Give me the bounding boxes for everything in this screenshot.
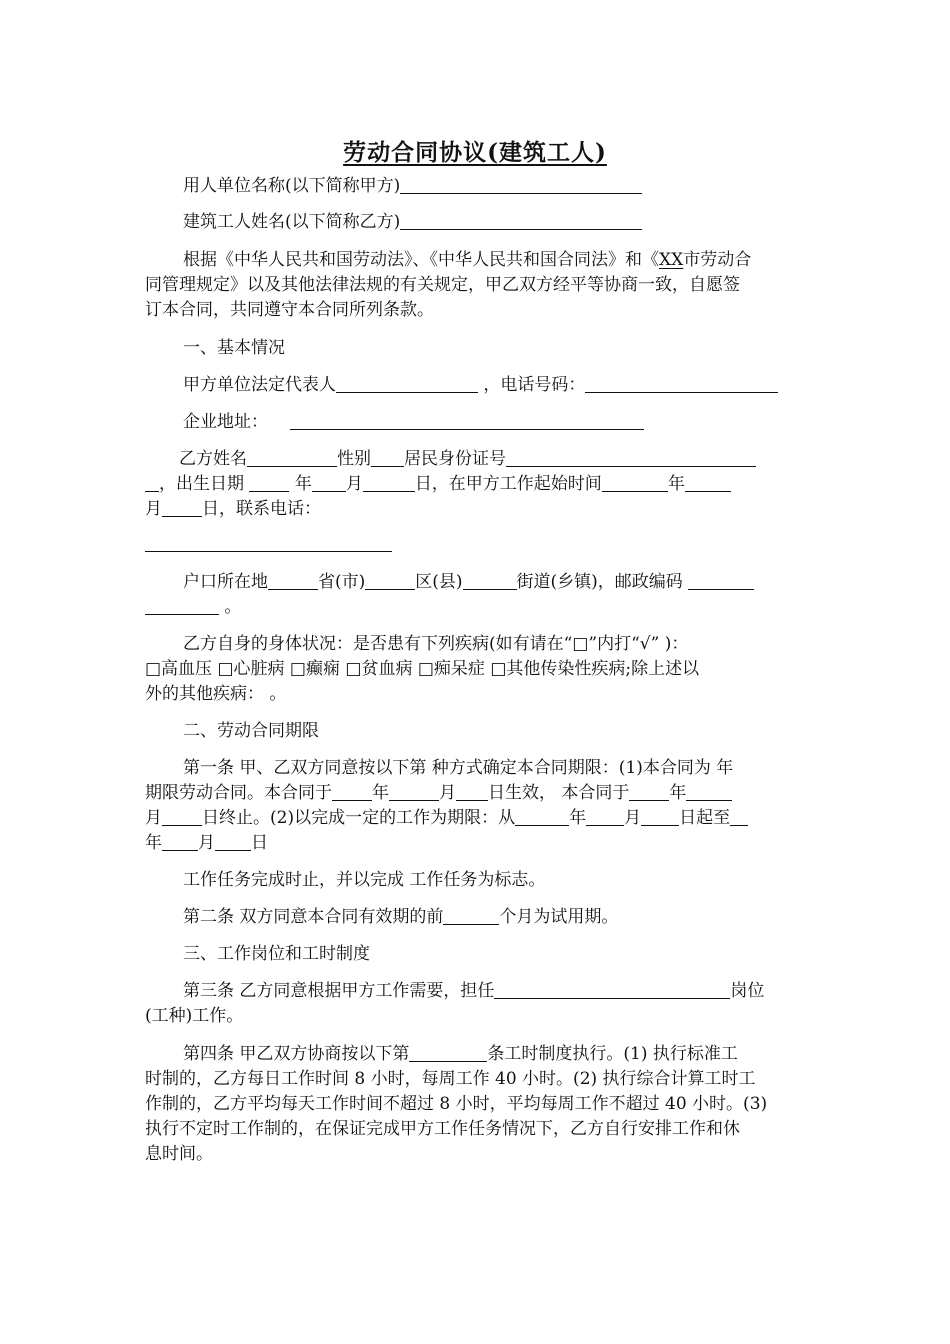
article-4-line-3: 作制的，乙方平均每天工作时间不超过 8 小时，平均每周工作不超过 40 小时。(3) (145, 1094, 768, 1114)
article-4-line-2: 时制的，乙方每日工作时间 8 小时，每周工作 40 小时。(2) 执行综合计算工时工 (145, 1069, 756, 1089)
address-line: 企业地址： (145, 410, 848, 435)
worker-name-line: 建筑工人姓名(以下简称乙方) (145, 210, 848, 235)
representative-line: 甲方单位法定代表人 ，电话号码： (145, 373, 848, 398)
representative-blank[interactable] (336, 374, 478, 393)
article-1-line-1: 第一条 甲、乙双方同意按以下第 种方式确定本合同期限：(1)本合同为 年 (183, 758, 734, 778)
intro-line-1: 根据《中华人民共和国劳动法》、《中华人民共和国合同法》和《XX市劳动合 (183, 250, 752, 270)
document-title: 劳动合同协议(建筑工人) (343, 139, 607, 166)
id-number-field[interactable] (574, 448, 756, 467)
birth-year-field[interactable] (249, 473, 289, 492)
worker-info-line-3: 月 日，联系电话： (145, 499, 321, 519)
article-1-line-2: 期限劳动合同。本合同于 年 月 日生效， 本合同于 年 (145, 781, 810, 806)
postal-code-field[interactable] (688, 571, 754, 590)
worker-name-blank[interactable] (400, 211, 642, 230)
contact-phone-blank[interactable] (145, 551, 392, 552)
address-blank[interactable] (290, 411, 644, 430)
article-4-line-4: 执行不定时工作制的，在保证完成甲方工作任务情况下，乙方自行安排工作和休 (145, 1119, 740, 1139)
probation-months-field[interactable] (443, 906, 499, 925)
article-1-line-5: 工作任务完成时止，并以完成 工作任务为标志。 (183, 870, 546, 890)
intro-line-2: 同管理规定》以及其他法律法规的有关规定，甲乙双方经平等协商一致，自愿签 (145, 275, 740, 295)
street-field[interactable] (463, 571, 517, 590)
section-1-heading: 一、基本情况 (183, 338, 285, 358)
start-year-field[interactable] (602, 473, 668, 492)
hukou-line-2: 。 (145, 595, 810, 620)
section-3-heading: 三、工作岗位和工时制度 (183, 944, 370, 964)
article-2-line: 第二条 双方同意本合同有效期的前 个月为试用期。 (183, 907, 619, 927)
health-line-3: 外的其他疾病： 。 (145, 684, 287, 704)
worker-info-line-1: 乙方姓名 性别 居民身份证号 (145, 447, 844, 472)
section-2-heading: 二、劳动合同期限 (183, 721, 319, 741)
employer-name-blank[interactable] (400, 175, 642, 194)
province-field[interactable] (268, 571, 318, 590)
article-4-line-5: 息时间。 (145, 1144, 213, 1164)
intro-line-3: 订本合同，共同遵守本合同所列条款。 (145, 300, 434, 320)
health-line-1: 乙方自身的身体状况：是否患有下列疾病(如有请在“□”内打“√” )： (183, 634, 689, 654)
article-3-line-1: 第三条 乙方同意根据甲方工作需要，担任 岗位 (183, 981, 765, 1001)
position-field[interactable] (494, 980, 730, 999)
worker-info-line-2: ，出生日期 年 月 日，在甲方工作起始时间 年 (145, 472, 810, 497)
worker-name-field[interactable] (247, 448, 337, 467)
phone-blank[interactable] (585, 374, 778, 393)
health-checkboxes[interactable]: □高血压 □心脏病 □癫痫 □贫血病 □痴呆症 □其他传染性疾病;除上述以 (145, 659, 700, 679)
gender-field[interactable] (371, 448, 404, 467)
article-1-line-4: 年 月 日 (145, 833, 268, 853)
district-field[interactable] (365, 571, 415, 590)
hukou-line-1: 户口所在地 省(市) 区(县) 街道(乡镇)，邮政编码 (145, 570, 848, 595)
article-1-line-3: 月 日终止。(2)以完成一定的工作为期限：从 年 月 日起至 (145, 806, 810, 831)
article-3-line-2: (工种)工作。 (145, 1006, 244, 1026)
employer-name-line: 用人单位名称(以下简称甲方) (145, 174, 848, 199)
hours-system-field[interactable] (409, 1043, 487, 1062)
article-4-line-1: 第四条 甲乙双方协商按以下第 条工时制度执行。(1) 执行标准工 (183, 1044, 738, 1064)
